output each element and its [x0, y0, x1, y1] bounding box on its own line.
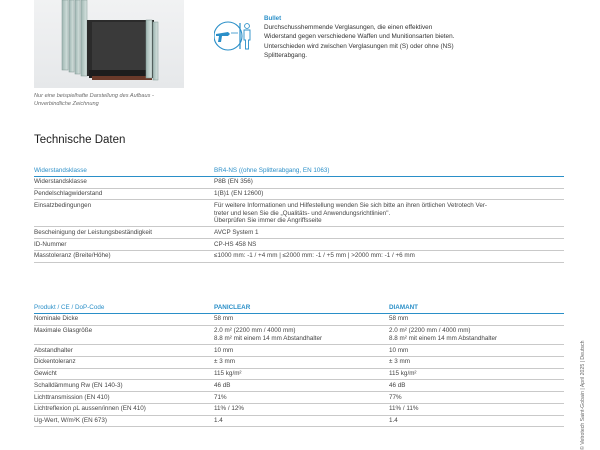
table-row [34, 392, 564, 404]
row-value: AVCP System 1 [214, 227, 564, 239]
row-label: Pendelschlagwiderstand [34, 188, 214, 200]
row-label: Gewicht [34, 368, 214, 380]
section-title: Technische Daten [34, 134, 126, 146]
table-header-cell: DIAMANT [389, 302, 564, 313]
table-row [34, 188, 564, 200]
bullet-description [264, 15, 464, 61]
table-row [34, 325, 564, 344]
bullet-title: Bullet [264, 15, 282, 22]
row-label: Einsatzbedingungen [34, 200, 214, 227]
row-value: 115 kg/m² [389, 368, 564, 380]
row-label: Abstandhalter [34, 344, 214, 356]
row-value: 2.0 m² (2200 mm / 4000 mm) 8.8 m² mit einem 14 mm Abstandhalter [389, 325, 564, 344]
table-row [34, 313, 564, 325]
row-label: Widerstandsklasse [34, 176, 214, 188]
row-value: 11% / 12% [214, 403, 389, 415]
row-value: ± 3 mm [389, 356, 564, 368]
table-header-cell: BR4-NS ((ohne Splitterabgang, EN 1063) [214, 165, 564, 176]
table-header-cell: Produkt / CE / DoP-Code [34, 302, 214, 313]
shooter-and-person-icon [214, 20, 256, 52]
table-row [34, 250, 564, 262]
row-value: 2.0 m² (2200 mm / 4000 mm) 8.8 m² mit einem 14 mm Abstandhalter [214, 325, 389, 344]
row-value: 10 mm [214, 344, 389, 356]
table-header-cell: PANICLEAR [214, 302, 389, 313]
table-row [34, 239, 564, 251]
row-label: Schalldämmung Rw (EN 140-3) [34, 380, 214, 392]
table-row [34, 176, 564, 188]
row-value: Für weitere Informationen und Hilfestellung wenden Sie sich bitte an ihren örtlichen Vetrotech Ver- treter und lesen Sie die „Qualitäts- und Anwendungsrichtlinien". Überprüfen Sie immer die Angriffsseite [214, 200, 564, 227]
row-value: 1.4 [214, 415, 389, 427]
row-label: Ug-Wert, W/m²K (EN 673) [34, 415, 214, 427]
product-data-table [34, 302, 564, 427]
row-label: Lichttransmission (EN 410) [34, 392, 214, 404]
table-header-row [34, 165, 564, 176]
table-row [34, 415, 564, 427]
row-label: Masstoleranz (Breite/Höhe) [34, 250, 214, 262]
row-label: Lichtreflexion ρL aussen/innen (EN 410) [34, 403, 214, 415]
side-copyright [572, 290, 586, 450]
row-value: 115 kg/m² [214, 368, 389, 380]
table-row [34, 380, 564, 392]
row-value: 11% / 11% [389, 403, 564, 415]
row-value: 46 dB [214, 380, 389, 392]
row-value: 58 mm [214, 313, 389, 325]
table-header-row [34, 302, 564, 313]
row-value: 10 mm [389, 344, 564, 356]
row-label: Nominale Dicke [34, 313, 214, 325]
row-value: 71% [214, 392, 389, 404]
bullet-text: Durchschusshemmende Verglasungen, die einen effektiven Widerstand gegen verschiedene Waffen und Munitionsarten bieten. Unterschieden wird zwischen Verglasungen mit (S) oder ohne (NS) Splitterabgang. [264, 24, 455, 60]
copyright-text: © Vetrotech Saint-Gobain | April 2025 | Deutsch [580, 340, 586, 450]
table-row [34, 200, 564, 227]
table-row [34, 344, 564, 356]
table-header-cell: Widerstandsklasse [34, 165, 214, 176]
table-row [34, 356, 564, 368]
table-row [34, 403, 564, 415]
row-value: 1(B)1 (EN 12600) [214, 188, 564, 200]
row-value: ± 3 mm [214, 356, 389, 368]
row-value: P8B (EN 356) [214, 176, 564, 188]
row-label: ID-Nummer [34, 239, 214, 251]
row-label: Maximale Glasgröße [34, 325, 214, 344]
table-row [34, 368, 564, 380]
row-value: CP-HS 458 NS [214, 239, 564, 251]
row-label: Dickentoleranz [34, 356, 214, 368]
row-value: 58 mm [389, 313, 564, 325]
glass-cross-section-image [34, 0, 184, 88]
row-value: ≤1000 mm: -1 / +4 mm | ≤2000 mm: -1 / +5 mm | >2000 mm: -1 / +6 mm [214, 250, 564, 262]
figure-caption: Nur eine beispielhafte Darstellung des Aufbaus - Unverbindliche Zeichnung [34, 93, 154, 107]
row-label: Bescheinigung der Leistungsbeständigkeit [34, 227, 214, 239]
row-value: 77% [389, 392, 564, 404]
table-row [34, 227, 564, 239]
row-value: 1.4 [389, 415, 564, 427]
resistance-class-table [34, 165, 564, 263]
row-value: 46 dB [389, 380, 564, 392]
